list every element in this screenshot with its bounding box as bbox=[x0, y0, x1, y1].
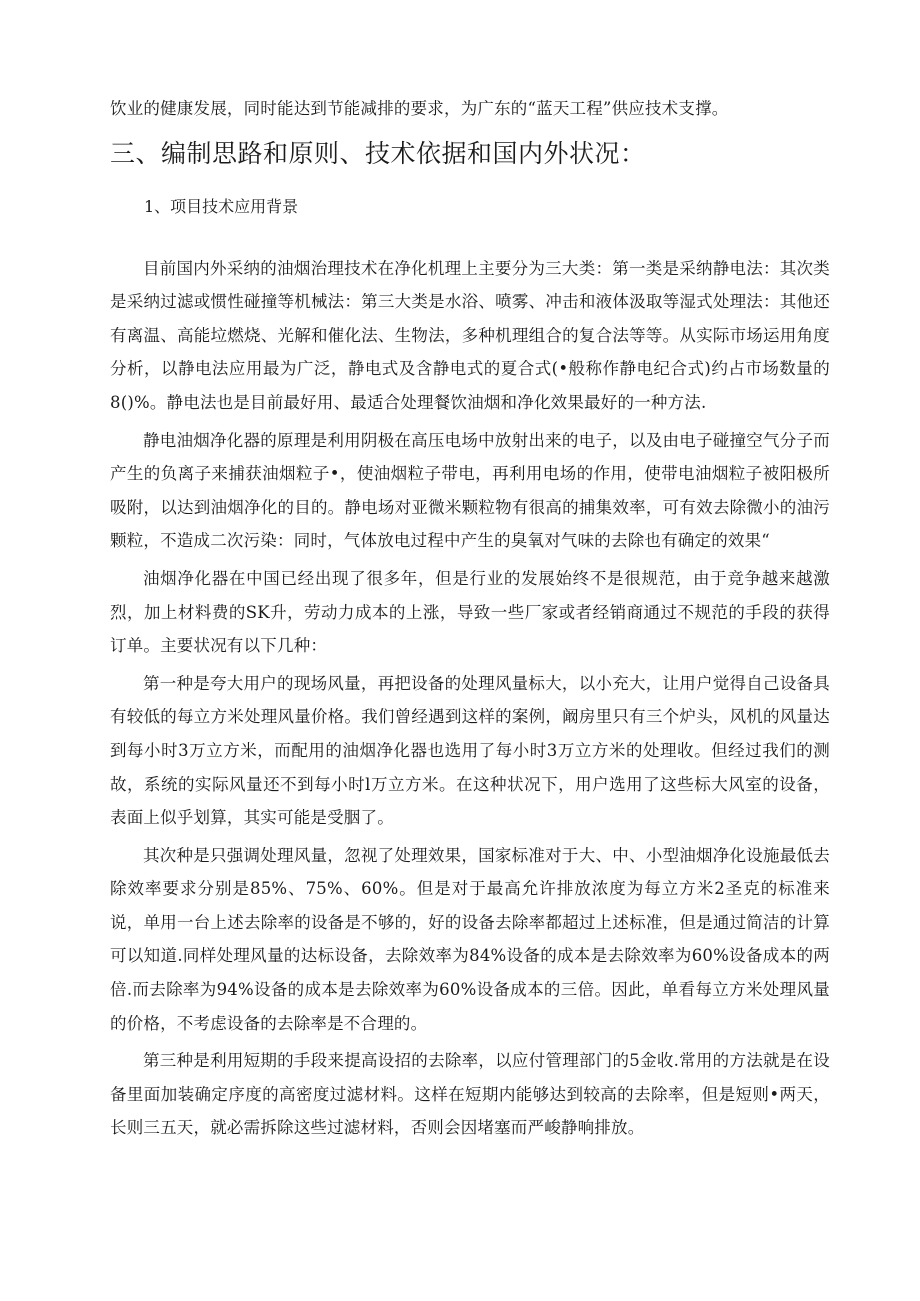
paragraph-1: 目前国内外采纳的油烟治理技术在净化机理上主要分为三大类：第一类是采纳静电法：其次类是采纳过滤或惯性碰撞等机械法：第三大类是水浴、喷雾、冲击和液体汲取等湿式处理法：其他还有离温、高能垃燃烧、光解和催化法、生物法，多种机理组合的复合法等等。从实际市场运用角度分析，以静电法应用最为广泛，静电式及含静电式的夏合式(•般称作静电纪合式)约占市场数量的8()%。静电法也是目前最好用、最适合处理餐饮油烟和净化效果最好的一种方法. bbox=[110, 258, 830, 412]
paragraph-4: 第一种是夸大用户的现场风量，再把设备的处理风量标大，以小充大，让用户觉得自己设备具有较低的每立方米处理风量价格。我们曾经遇到这样的案例，阚房里只有三个炉头，风机的风量达到每小时3万立方米，而配用的油烟净化器也选用了每小时3万立方米的处理收。但经过我们的测故，系统的实际风量还不到每小时l万立方米。在这种状况下，用户选用了这些标大风室的设备，表面上似乎划算，其实可能是受胭了。 bbox=[110, 673, 830, 828]
paragraph-2: 静电油烟净化器的原理是利用阴极在高压电场中放射出来的电子，以及由电子碰撞空气分子而产生的负离子来捕获油烟粒子•，使油烟粒子带电，再利用电场的作用，使带电油烟粒子被阳极所吸附，以达到油烟净化的目的。静电场对亚微米颗粒物有很高的捕集效率，可有效去除微小的油污颗粒，不造成二次污染：同时，气体放电过程中产生的臭氧对气味的去除也有确定的效果“ bbox=[110, 430, 830, 551]
paragraph-5: 其次种是只强调处理风量，忽视了处理效果，国家标准对于大、中、小型油烟净化设施最低去除效率要求分别是85%、75%、60%。但是对于最高允许排放浓度为每立方米2圣克的标准来说，单用一台上述去除率的设备是不够的，好的设备去除率都超过上述标准，但是通过简洁的计算可以知道.同样处理风量的达标设备，去除效率为84%设备的成本是去除效率为60%设备成本的两倍.而去除率为94%设备的成本是去除效率为60%设备成本的三倍。因此，单看每立方米处理风量的价格，不考虑设备的去除率是不合理的。 bbox=[110, 845, 830, 1033]
paragraph-6: 第三种是利用短期的手段来提高设招的去除率，以应付管理部门的5金收.常用的方法就是在设备里面加装确定序度的高密度过滤材料。这样在短期内能够达到较高的去除率，但是短则•两天，长则三五天，就必需拆除这些过滤材料，否则会因堵塞而严峻静响排放。 bbox=[110, 1051, 830, 1138]
paragraph-3: 油烟净化器在中国已经出现了很多年，但是行业的发展始终不是很规范，由于竞争越来越激烈，加上材料费的SK升，劳动力成本的上涨，导致一些厂家或者经销商通过不规范的手段的获得订单。主要状况有以下几种： bbox=[110, 568, 830, 656]
subsection-heading: 1、项目技术应用背景 bbox=[144, 196, 299, 216]
lead-line: 饮业的健康发展，同时能达到节能减排的要求，为广东的“蓝天工程”供应技术支撑。 bbox=[110, 99, 729, 118]
section-heading: 三、编制思路和原则、技术依据和国内外状况： bbox=[110, 138, 646, 168]
